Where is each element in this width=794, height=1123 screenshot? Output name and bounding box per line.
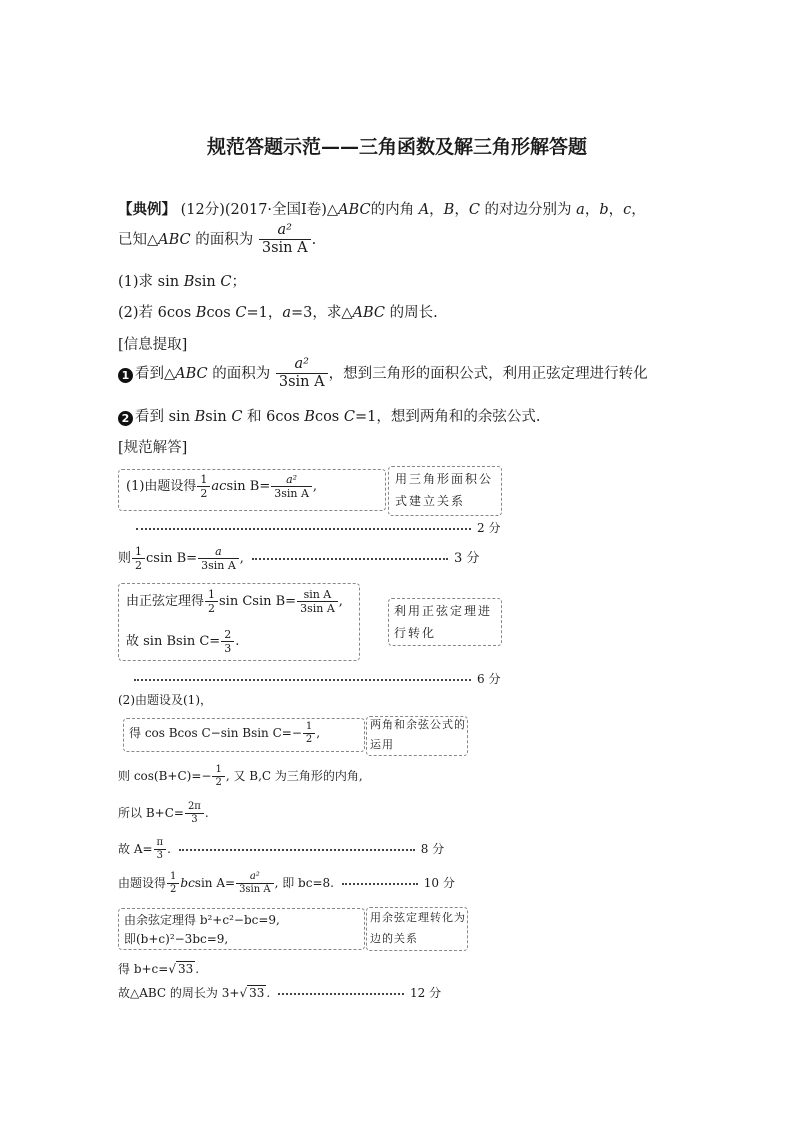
question-2: (2)若 6cos Bcos C=1，a=3，求△ABC 的周长.: [118, 305, 438, 321]
step-5: 则 cos(B+C)=− $\frac{1}{2}$ , 又 B,C 为三角形的内角,: [118, 764, 363, 788]
step-6: 所以 B+C= $\frac{2\pi}{3}$ .: [118, 801, 209, 825]
step-10: 得 b+c=√ 33 .: [118, 962, 200, 976]
info-item-2: 2 看到 sin Bsin C 和 6cos Bcos C=1，想到两角和的余弦公式.: [118, 405, 540, 426]
example-line-1: 【典例】 (12分)(2017·全国Ⅰ卷)△ABC的内角 A，B，C 的对边分别为 a，b，c，: [118, 201, 646, 218]
example-tag: 【典例】: [118, 201, 176, 218]
number-two-icon: 2: [118, 411, 133, 426]
step-8: 由题设得 $\frac{1}{2}$ bcsin A= $\frac{\text{a²}}{\text{3sin A}}$ , 即 bc=8. 10 分: [118, 871, 455, 895]
question-1: (1)求 sin Bsin C；: [118, 274, 246, 290]
info-heading: [信息提取]: [118, 337, 188, 353]
note-9: 用余弦定理转化为边的关系: [370, 911, 466, 945]
score-line-6: 6 分: [130, 670, 500, 687]
note-1: 用三角形面积公式建立关系: [395, 472, 494, 508]
step-2: 则 $\frac{1}{2}$ csin B= $\frac{a}{\text{3sin A}}$ , 3 分: [118, 545, 480, 573]
note-4: 两角和余弦公式的运用: [370, 718, 466, 751]
answer-heading: [规范解答]: [118, 440, 188, 456]
fraction: $\frac{\text{a²}}{\text{3sin A}}$: [259, 222, 311, 258]
step-3b: 故 sin Bsin C= $\frac{2}{3}$ .: [126, 628, 240, 656]
step-4: 得 cos Bcos C−sin Bsin C=− $\frac{1}{2}$ ,: [129, 721, 321, 745]
step-3a: 由正弦定理得 $\frac{1}{2}$ sin Csin B= $\frac{\text{sin A}}{\text{3sin A}}$ ,: [126, 588, 343, 616]
info-item-1: 1 看到△ABC 的面积为 $\frac{\text{a²}}{\text{3sin A}}$ ，想到三角形的面积公式，利用正弦定理进行转化: [118, 356, 648, 392]
example-line-2: 已知△ABC 的面积为 $\frac{\text{a²}}{\text{3sin A}}$ .: [118, 222, 317, 257]
number-one-icon: 1: [118, 368, 133, 383]
step-11: 故△ABC 的周长为 3+√ 33 . 12 分: [118, 986, 442, 1000]
page-title: 规范答题示范——三角函数及解三角形解答题: [206, 136, 587, 158]
score-line-2: 2 分: [132, 519, 500, 536]
step-9b: 即(b+c)²−3bc=9,: [124, 932, 229, 946]
note-3: 利用正弦定理进行转化: [394, 604, 493, 640]
step-7: 故 A= $\frac{\pi}{3}$ . 8 分: [118, 837, 445, 861]
part-2-intro: (2)由题设及(1)，: [118, 693, 212, 707]
step-9a: 由余弦定理得 b²+c²−bc=9,: [124, 913, 280, 927]
step-1: (1)由题设得 $\frac{1}{2}$ acsin B= $\frac{\text{a²}}{\text{3sin A}}$ ,: [126, 473, 318, 501]
